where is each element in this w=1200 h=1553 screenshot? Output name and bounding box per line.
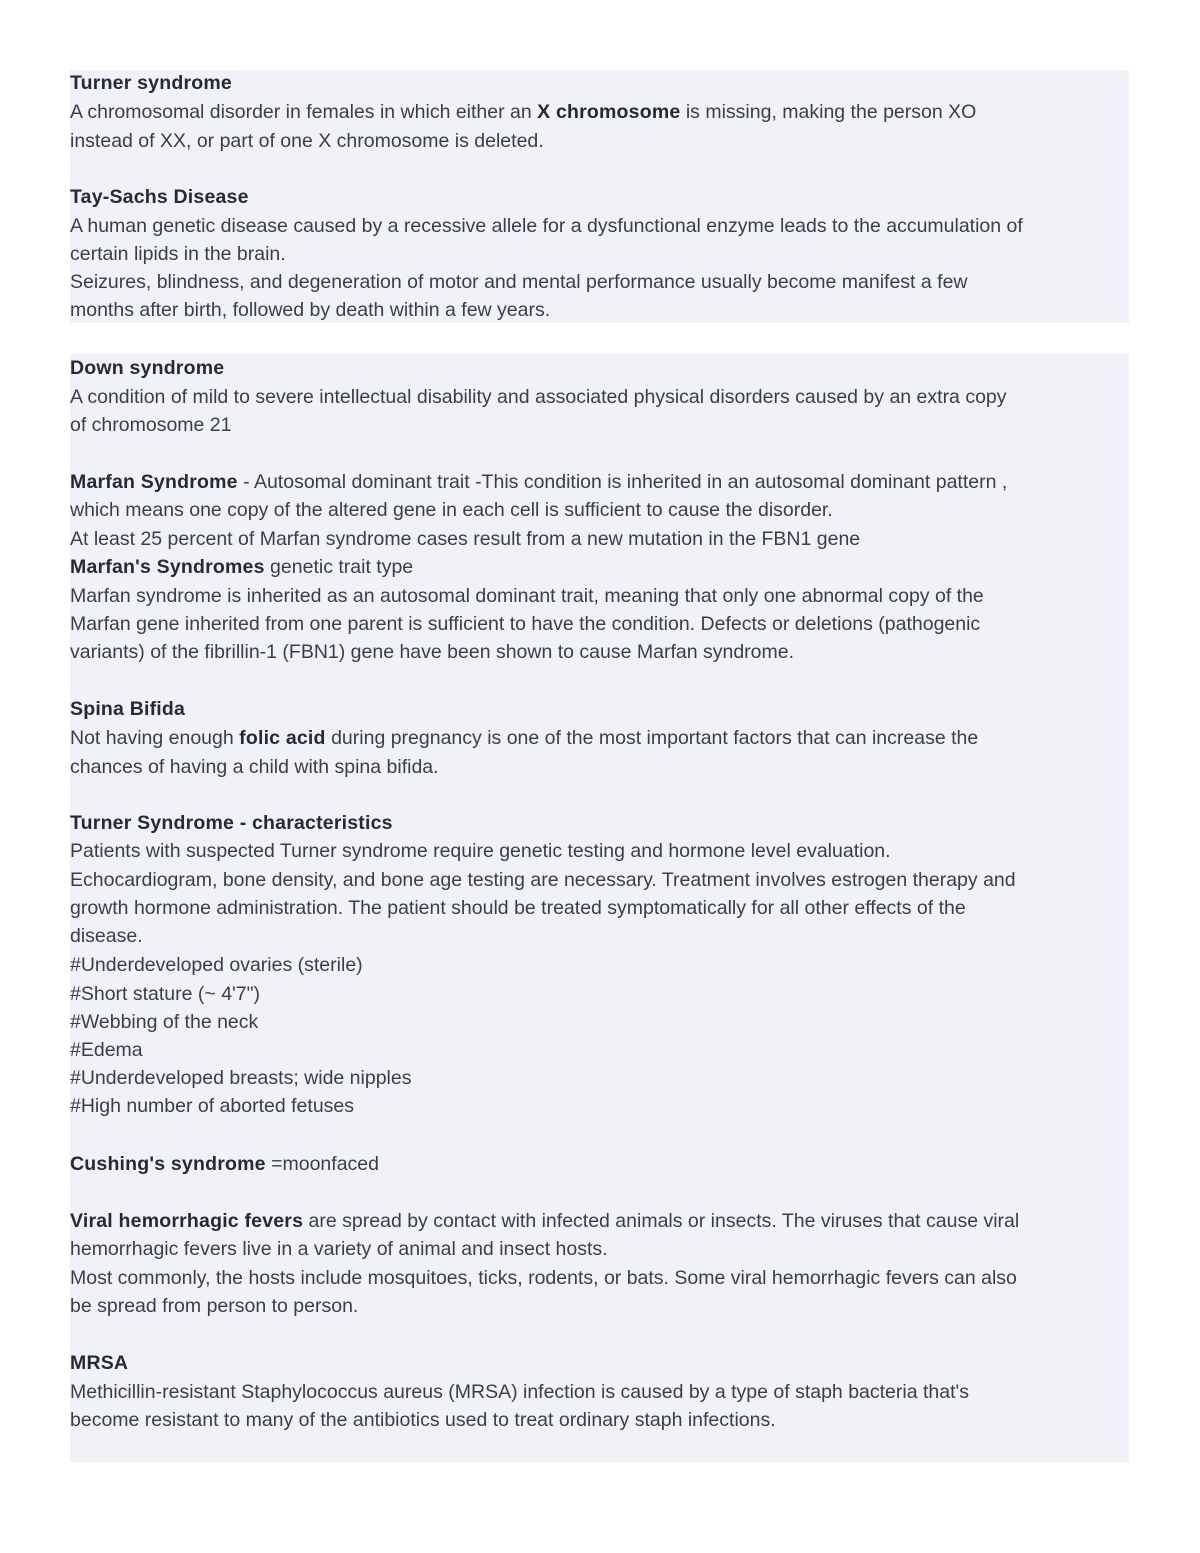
marfan-line-1: Marfan Syndrome - Autosomal dominant trait -This condition is inherited in an autosomal dominant pattern , xyxy=(70,471,1008,493)
cushing-line: Cushing's syndrome =moonfaced xyxy=(70,1153,379,1175)
marfan-line-7: variants) of the fibrillin-1 (FBN1) gene have been shown to cause Marfan syndrome. xyxy=(70,641,795,663)
list-item: #High number of aborted fetuses xyxy=(70,1095,355,1117)
mrsa-line-1: Methicillin-resistant Staphylococcus aureus (MRSA) infection is caused by a type of staph bacteria that's xyxy=(70,1381,969,1403)
spina-line-2: chances of having a child with spina bifida. xyxy=(70,756,439,778)
turner-char-line-2: Echocardiogram, bone density, and bone age testing are necessary. Treatment involves estrogen therapy and xyxy=(70,869,1016,891)
viral-line-4: be spread from person to person. xyxy=(70,1295,359,1317)
down-line-2: of chromosome 21 xyxy=(70,414,232,436)
spina-line-1: Not having enough folic acid during pregnancy is one of the most important factors that can increase the xyxy=(70,727,979,749)
marfans-title: Marfan's Syndromes xyxy=(70,556,265,578)
folic-acid-term: folic acid xyxy=(239,727,326,749)
list-item: #Edema xyxy=(70,1039,143,1061)
turner-char-line-1: Patients with suspected Turner syndrome require genetic testing and hormone level evaluation. xyxy=(70,840,891,862)
marfan-line-4: Marfan's Syndromes genetic trait type xyxy=(70,556,414,578)
tay-sachs-line-4: months after birth, followed by death within a few years. xyxy=(70,299,551,321)
spina-title: Spina Bifida xyxy=(70,698,186,720)
tay-sachs-line-1: A human genetic disease caused by a recessive allele for a dysfunctional enzyme leads to the accumulation of xyxy=(70,215,1023,237)
turner-char-line-4: disease. xyxy=(70,925,143,947)
turner-title: Turner syndrome xyxy=(70,72,232,94)
turner-char-title: Turner Syndrome - characteristics xyxy=(70,812,393,834)
marfan-line-5: Marfan syndrome is inherited as an autosomal dominant trait, meaning that only one abnormal copy of the xyxy=(70,585,984,607)
list-item: #Underdeveloped ovaries (sterile) xyxy=(70,954,363,976)
viral-title: Viral hemorrhagic fevers xyxy=(70,1210,304,1232)
marfan-line-6: Marfan gene inherited from one parent is sufficient to have the condition. Defects or deletions (pathogenic xyxy=(70,613,981,635)
down-line-1: A condition of mild to severe intellectual disability and associated physical disorders caused by an extra copy xyxy=(70,386,1007,408)
viral-line-1: Viral hemorrhagic fevers are spread by contact with infected animals or insects. The viruses that cause viral xyxy=(70,1210,1020,1232)
tay-sachs-title: Tay-Sachs Disease xyxy=(70,186,249,208)
mrsa-title: MRSA xyxy=(70,1352,129,1374)
list-item: #Short stature (~ 4'7") xyxy=(70,983,261,1005)
tay-sachs-line-2: certain lipids in the brain. xyxy=(70,243,286,265)
tay-sachs-line-3: Seizures, blindness, and degeneration of motor and mental performance usually become manifest a few xyxy=(70,271,968,293)
mrsa-line-2: become resistant to many of the antibiotics used to treat ordinary staph infections. xyxy=(70,1409,776,1431)
marfan-line-2: which means one copy of the altered gene in each cell is sufficient to cause the disorder. xyxy=(70,499,833,521)
cushing-title: Cushing's syndrome xyxy=(70,1153,266,1175)
turner-definition-line-2: instead of XX, or part of one X chromosome is deleted. xyxy=(70,130,544,152)
list-item: #Webbing of the neck xyxy=(70,1011,259,1033)
list-item: #Underdeveloped breasts; wide nipples xyxy=(70,1067,412,1089)
marfan-title: Marfan Syndrome xyxy=(70,471,238,493)
viral-line-3: Most commonly, the hosts include mosquitoes, ticks, rodents, or bats. Some viral hemorrhagic fevers can also xyxy=(70,1267,1017,1289)
turner-char-line-3: growth hormone administration. The patient should be treated symptomatically for all other effects of the xyxy=(70,897,966,919)
viral-line-2: hemorrhagic fevers live in a variety of animal and insect hosts. xyxy=(70,1238,608,1260)
x-chromosome-term: X chromosome xyxy=(537,101,681,123)
turner-definition-line: A chromosomal disorder in females in which either an X chromosome is missing, making the person XO xyxy=(70,101,977,123)
marfan-line-3: At least 25 percent of Marfan syndrome cases result from a new mutation in the FBN1 gene xyxy=(70,528,861,550)
down-title: Down syndrome xyxy=(70,357,225,379)
